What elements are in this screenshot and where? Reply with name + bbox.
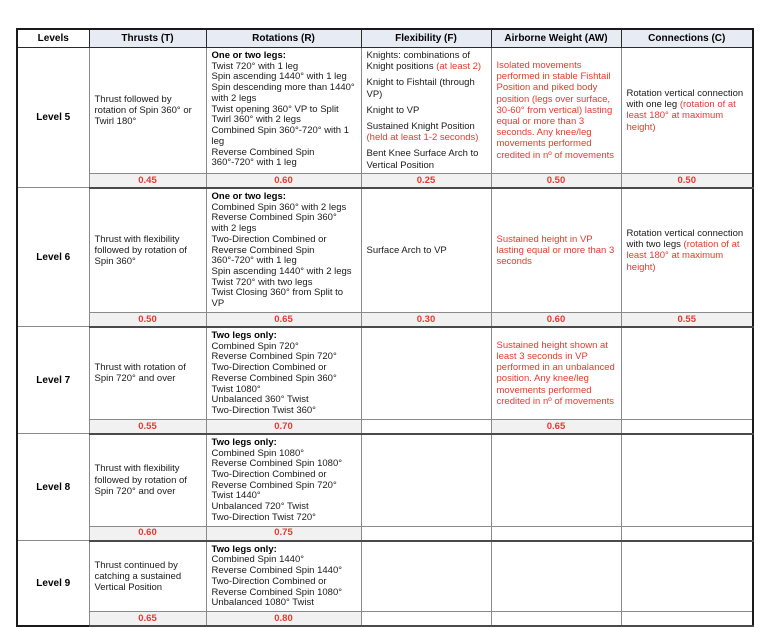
difficulty-levels-table [16,28,754,627]
rotations-score: 0.60 [206,173,361,188]
level-score-row [17,312,753,327]
rotations-cell: Two legs only: Combined Spin 1440° Reverse Combined Spin 1440° Two-Direction Combined or Reverse Combined Spin 1080° Unbalanced 1080° Twist [206,541,361,612]
level-score-row [17,612,753,627]
header-row [17,29,753,48]
connections-score [621,419,753,434]
airborne-weight-cell: Sustained height shown at least 3 seconds in VP performed in an unbalanced position. Any knee/leg movements performed credited in nº of movements [491,327,621,419]
rotations-cell: One or two legs: Combined Spin 360° with 2 legs Reverse Combined Spin 360° with 2 legs Two-Direction Combined or Reverse Combined Spin 360°-720° with 1 leg Spin ascending 1440° with 2 legs Twist 720° with two legs Twist Closing 360° from Split to VP [206,188,361,313]
flexibility-cell [361,541,491,612]
column-header-flexibility: Flexibility (F) [361,29,491,48]
column-header-connections: Connections (C) [621,29,753,48]
flexibility-score [361,526,491,541]
airborne-weight-score: 0.65 [491,419,621,434]
level-label: Level 6 [17,188,89,327]
connections-score [621,612,753,627]
flexibility-cell [361,327,491,419]
flexibility-cell [361,434,491,526]
airborne-weight-cell [491,541,621,612]
column-header-airborne-weight: Airborne Weight (AW) [491,29,621,48]
thrusts-cell: Thrust with rotation of Spin 720° and over [89,327,206,419]
connections-cell: Rotation vertical connection with one leg (rotation of at least 180° at maximum height) [621,48,753,174]
level-label: Level 8 [17,434,89,541]
rotations-score: 0.70 [206,419,361,434]
level-score-row [17,419,753,434]
connections-cell [621,327,753,419]
level-content-row [17,48,753,174]
airborne-weight-score [491,612,621,627]
connections-cell: Rotation vertical connection with two legs (rotation of at least 180° at maximum height) [621,188,753,313]
rotations-cell: Two legs only: Combined Spin 1080° Reverse Combined Spin 1080° Two-Direction Combined or Reverse Combined Spin 720° Twist 1440° Unbalanced 720° Twist Two-Direction Twist 720° [206,434,361,526]
level-content-row [17,434,753,526]
rotations-score: 0.75 [206,526,361,541]
level-score-row [17,173,753,188]
thrusts-score: 0.45 [89,173,206,188]
level-label: Level 7 [17,327,89,434]
airborne-weight-score: 0.50 [491,173,621,188]
level-label: Level 5 [17,48,89,188]
table-header [17,29,753,48]
thrusts-cell: Thrust with flexibility followed by rotation of Spin 720° and over [89,434,206,526]
column-header-levels: Levels [17,29,89,48]
flexibility-cell: Knights: combinations of Knight positions (at least 2) Knight to Fishtail (through VP) Knight to VP Sustained Knight Position (held at least 1-2 seconds) Bent Knee Surface Arch to Vertical Position [361,48,491,174]
flexibility-score [361,419,491,434]
rotations-cell: One or two legs: Twist 720° with 1 leg Spin ascending 1440° with 1 leg Spin descending more than 1440° with 2 legs Twist opening 360° VP to Split Twirl 360° with 2 legs Combined Spin 360°-720° with 1 leg Reverse Combined Spin 360°-720° with 1 leg [206,48,361,174]
thrusts-score: 0.50 [89,312,206,327]
connections-score: 0.55 [621,312,753,327]
airborne-weight-cell: Sustained height in VP lasting equal or more than 3 seconds [491,188,621,313]
airborne-weight-score [491,526,621,541]
table-body [17,48,753,627]
difficulty-levels-table-container [16,28,752,627]
connections-cell [621,434,753,526]
airborne-weight-score: 0.60 [491,312,621,327]
rotations-cell: Two legs only: Combined Spin 720° Reverse Combined Spin 720° Two-Direction Combined or Reverse Combined Spin 360° Twist 1080° Unbalanced 360° Twist Two-Direction Twist 360° [206,327,361,419]
connections-score: 0.50 [621,173,753,188]
level-score-row [17,526,753,541]
flexibility-score [361,612,491,627]
level-content-row [17,327,753,419]
thrusts-score: 0.65 [89,612,206,627]
thrusts-cell: Thrust with flexibility followed by rotation of Spin 360° [89,188,206,313]
connections-score [621,526,753,541]
thrusts-score: 0.60 [89,526,206,541]
column-header-thrusts: Thrusts (T) [89,29,206,48]
connections-cell [621,541,753,612]
airborne-weight-cell: Isolated movements performed in stable Fishtail Position and piked body position (legs over surface, 30-60° from vertical) lasting equal or more than 3 seconds. Any knee/leg movements performed credited in nº of movements [491,48,621,174]
thrusts-cell: Thrust followed by rotation of Spin 360° or Twirl 180° [89,48,206,174]
rotations-score: 0.80 [206,612,361,627]
rotations-score: 0.65 [206,312,361,327]
thrusts-score: 0.55 [89,419,206,434]
thrusts-cell: Thrust continued by catching a sustained Vertical Position [89,541,206,612]
flexibility-score: 0.25 [361,173,491,188]
flexibility-cell: Surface Arch to VP [361,188,491,313]
level-content-row [17,541,753,612]
flexibility-score: 0.30 [361,312,491,327]
level-content-row [17,188,753,313]
airborne-weight-cell [491,434,621,526]
column-header-rotations: Rotations (R) [206,29,361,48]
level-label: Level 9 [17,541,89,626]
